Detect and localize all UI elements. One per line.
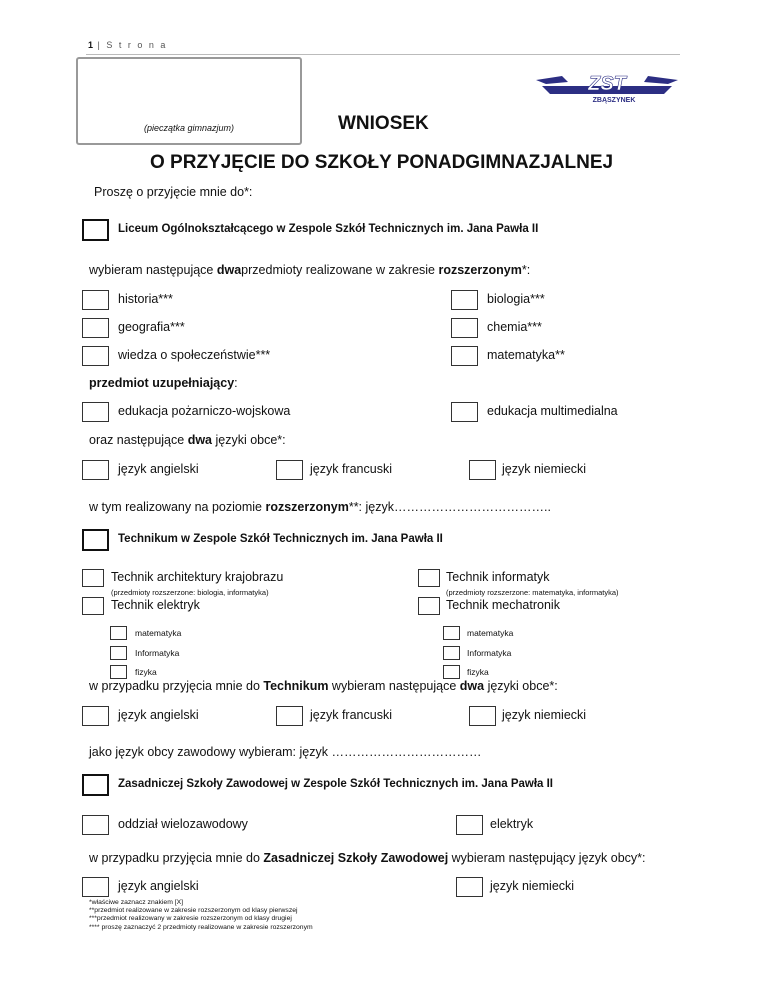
checkbox-liceum-francuski[interactable]: [276, 460, 303, 480]
intro-text: Proszę o przyjęcie mnie do*:: [94, 185, 253, 199]
checkbox-elektryk[interactable]: [456, 815, 483, 835]
subject-label: matematyka**: [487, 348, 565, 362]
liceum-subjects-instruction: wybieram następujące dwaprzedmioty realizowane w zakresie rozszerzonym*:: [89, 263, 531, 277]
checkbox-technik-architektury[interactable]: [82, 569, 104, 587]
checkbox-zasadnicza-niemiecki[interactable]: [456, 877, 483, 897]
technikum-languages-instruction: w przypadku przyjęcia mnie do Technikum wybieram następujące dwa języki obce*:: [89, 679, 558, 693]
checkbox-historia[interactable]: [82, 290, 109, 310]
subject-label: wiedza o społeczeństwie***: [118, 348, 271, 362]
language-label: język francuski: [310, 462, 392, 476]
zasadnicza-checkbox[interactable]: [82, 774, 109, 796]
supplementary-label: edukacja multimedialna: [487, 404, 618, 418]
liceum-languages-instruction: oraz następujące dwa języki obce*:: [89, 433, 286, 447]
subject-label: geografia***: [118, 320, 185, 334]
elektryk-subject-label: Informatyka: [135, 648, 180, 658]
document-subtitle: O PRZYJĘCIE DO SZKOŁY PONADGIMNAZJALNEJ: [150, 152, 614, 173]
svg-text:ZBĄSZYNEK: ZBĄSZYNEK: [592, 97, 636, 104]
page-header: 1 | S t r o n a: [88, 40, 168, 50]
subject-label: chemia***: [487, 320, 542, 334]
checkbox-technik-mechatronik[interactable]: [418, 597, 440, 615]
checkbox-technik-elektryk[interactable]: [82, 597, 104, 615]
checkbox-mechatronik-informatyka[interactable]: [443, 646, 460, 660]
profession-note: (przedmioty rozszerzone: biologia, informatyka): [111, 588, 269, 597]
language-label: język angielski: [118, 879, 199, 893]
header-divider: [86, 54, 680, 55]
checkbox-biologia[interactable]: [451, 290, 478, 310]
elektryk-subject-label: fizyka: [135, 667, 157, 677]
checkbox-zasadnicza-angielski[interactable]: [82, 877, 109, 897]
mechatronik-subject-label: matematyka: [467, 628, 514, 638]
supplementary-heading: przedmiot uzupełniający:: [89, 376, 238, 390]
option-label: elektryk: [490, 817, 534, 831]
zasadnicza-language-instruction: w przypadku przyjęcia mnie do Zasadniczej Szkoły Zawodowej wybieram następujący język obcy*:: [89, 851, 646, 865]
checkbox-technikum-francuski[interactable]: [276, 706, 303, 726]
language-label: język niemiecki: [502, 708, 587, 722]
checkbox-liceum-niemiecki[interactable]: [469, 460, 496, 480]
technikum-checkbox[interactable]: [82, 529, 109, 551]
profession-note: (przedmioty rozszerzone: matematyka, informatyka): [446, 588, 619, 597]
mechatronik-subject-label: Informatyka: [467, 648, 512, 658]
subject-label: biologia***: [487, 292, 545, 306]
supplementary-label: edukacja pożarniczo-wojskowa: [118, 404, 291, 418]
profession-label: Technik elektryk: [111, 598, 200, 612]
document-title: WNIOSEK: [338, 113, 429, 134]
checkbox-edukacja-pozarniczo[interactable]: [82, 402, 109, 422]
extended-language-line: w tym realizowany na poziomie rozszerzonym**: język………………………………..: [89, 500, 551, 514]
liceum-heading: Liceum Ogólnokształcącego w Zespole Szkół Technicznych im. Jana Pawła II: [118, 223, 539, 235]
page-label: S t r o n a: [106, 40, 168, 50]
checkbox-technikum-angielski[interactable]: [82, 706, 109, 726]
option-label: oddział wielozawodowy: [118, 817, 248, 831]
stamp-label: (pieczątka gimnazjum): [143, 123, 235, 133]
language-label: język niemiecki: [490, 879, 575, 893]
checkbox-liceum-angielski[interactable]: [82, 460, 109, 480]
footnote: *właściwe zaznacz znakiem [X]: [89, 899, 184, 906]
checkbox-elektryk-fizyka[interactable]: [110, 665, 127, 679]
language-label: język francuski: [310, 708, 392, 722]
footnote: **** proszę zaznaczyć 2 przedmioty realizowane w zakresie rozszerzonym: [89, 923, 313, 931]
language-label: język angielski: [118, 462, 199, 476]
vocational-language-line: jako język obcy zawodowy wybieram: język ………………………………: [89, 745, 482, 759]
footnote: **przedmiot realizowane w zakresie rozszerzonym od klasy pierwszej: [89, 907, 298, 915]
profession-label: Technik architektury krajobrazu: [111, 570, 284, 584]
checkbox-mechatronik-fizyka[interactable]: [443, 665, 460, 679]
checkbox-matematyka[interactable]: [451, 346, 478, 366]
liceum-checkbox[interactable]: [82, 219, 109, 241]
subject-label: historia***: [118, 292, 173, 306]
checkbox-elektryk-matematyka[interactable]: [110, 626, 127, 640]
checkbox-technik-informatyk[interactable]: [418, 569, 440, 587]
checkbox-oddzial-wielozawodowy[interactable]: [82, 815, 109, 835]
language-label: język niemiecki: [502, 462, 587, 476]
footnotes: [89, 899, 313, 932]
technikum-heading: Technikum w Zespole Szkół Technicznych im. Jana Pawła II: [118, 533, 443, 545]
footnote: ***przedmiot realizowany w zakresie rozszerzonym od klasy drugiej: [89, 915, 292, 923]
checkbox-technikum-niemiecki[interactable]: [469, 706, 496, 726]
checkbox-edukacja-multimedialna[interactable]: [451, 402, 478, 422]
checkbox-geografia[interactable]: [82, 318, 109, 338]
checkbox-elektryk-informatyka[interactable]: [110, 646, 127, 660]
zasadnicza-heading: Zasadniczej Szkoły Zawodowej w Zespole Szkół Technicznych im. Jana Pawła II: [118, 778, 554, 790]
mechatronik-subject-label: fizyka: [467, 667, 489, 677]
svg-text:ZST: ZST: [588, 73, 626, 95]
page-number: 1: [88, 40, 94, 50]
checkbox-wos[interactable]: [82, 346, 109, 366]
checkbox-chemia[interactable]: [451, 318, 478, 338]
elektryk-subject-label: matematyka: [135, 628, 182, 638]
language-label: język angielski: [118, 708, 199, 722]
checkbox-mechatronik-matematyka[interactable]: [443, 626, 460, 640]
profession-label: Technik mechatronik: [446, 598, 560, 612]
profession-label: Technik informatyk: [446, 570, 550, 584]
stamp-box: [76, 57, 302, 145]
school-logo: [532, 72, 682, 104]
